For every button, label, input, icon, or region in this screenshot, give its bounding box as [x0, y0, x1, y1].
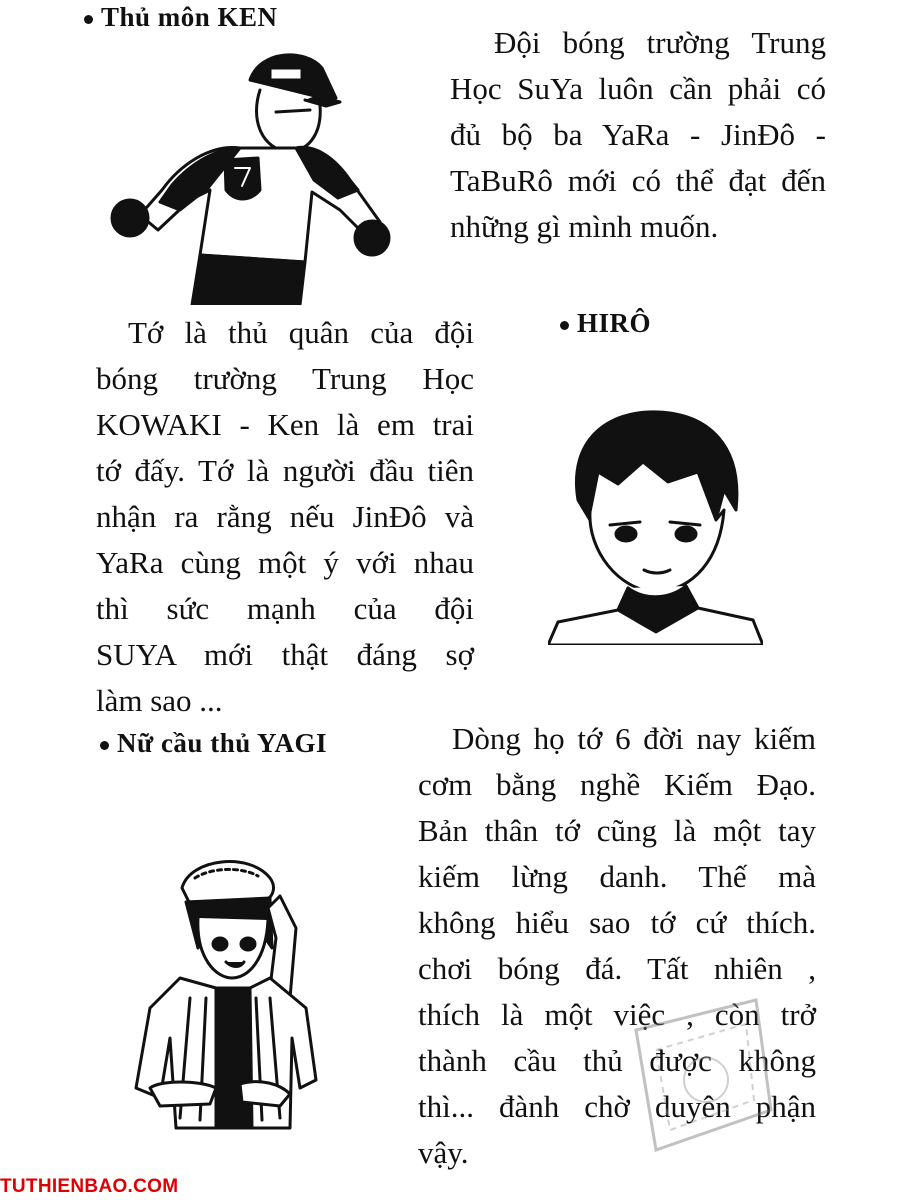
ken-illustration: [100, 40, 400, 305]
text-line: TaBuRô mới có thể đạt đến: [450, 163, 826, 198]
text-line: Dòng họ tớ 6 đời nay kiếm: [452, 721, 816, 756]
text-line: Đội bóng trường Trung: [494, 25, 826, 60]
text-line: thích là một việc , còn trở: [418, 997, 816, 1032]
text-line: làm sao ...: [96, 683, 223, 718]
ken-intro-paragraph: [450, 20, 826, 250]
hiro-heading-text: HIRÔ: [577, 308, 652, 338]
text-line: nhận ra rằng nếu JinĐô và: [96, 499, 474, 534]
ken-body-paragraph: [96, 310, 474, 724]
text-line: không hiểu sao tớ cứ thích.: [418, 905, 816, 940]
text-line: thành cầu thủ được không: [418, 1043, 816, 1078]
hiro-heading: [560, 308, 651, 339]
text-line: cơm bằng nghề Kiếm Đạo.: [418, 767, 816, 802]
text-line: KOWAKI - Ken là em trai: [96, 407, 474, 442]
text-line: thì... đành chờ duyên phận: [418, 1089, 816, 1124]
bullet-icon: [100, 741, 109, 750]
text-line: kiếm lừng danh. Thế mà: [418, 859, 816, 894]
site-footer: [0, 1176, 178, 1198]
text-line: Tớ là thủ quân của đội: [128, 315, 474, 350]
text-line: bóng trường Trung Học: [96, 361, 474, 396]
text-line: Bản thân tớ cũng là một tay: [418, 813, 816, 848]
text-line: SUYA mới thật đáng sợ: [96, 637, 474, 672]
text-line: chơi bóng đá. Tất nhiên ,: [418, 951, 816, 986]
yagi-heading: [100, 728, 327, 759]
yagi-heading-text: Nữ cầu thủ YAGI: [117, 728, 327, 758]
hiro-illustration: [548, 400, 763, 645]
yagi-illustration: [120, 848, 320, 1138]
text-line: Học SuYa luôn cần phải có: [450, 71, 826, 106]
text-line: vậy.: [418, 1135, 469, 1170]
bullet-icon: [560, 321, 569, 330]
text-line: YaRa cùng một ý với nhau: [96, 545, 474, 580]
text-line: đủ bộ ba YaRa - JinĐô -: [450, 117, 826, 152]
text-line: tớ đấy. Tớ là người đầu tiên: [96, 453, 474, 488]
bullet-icon: [84, 15, 93, 24]
ken-heading-text: Thủ môn KEN: [101, 2, 278, 32]
watermark-stamp-icon: [626, 990, 776, 1160]
footer-site-link[interactable]: TUTHIENBAO.COM: [0, 1176, 179, 1197]
text-line: những gì mình muốn.: [450, 209, 719, 244]
ken-heading: [84, 2, 278, 33]
text-line: thì sức mạnh của đội: [96, 591, 474, 626]
